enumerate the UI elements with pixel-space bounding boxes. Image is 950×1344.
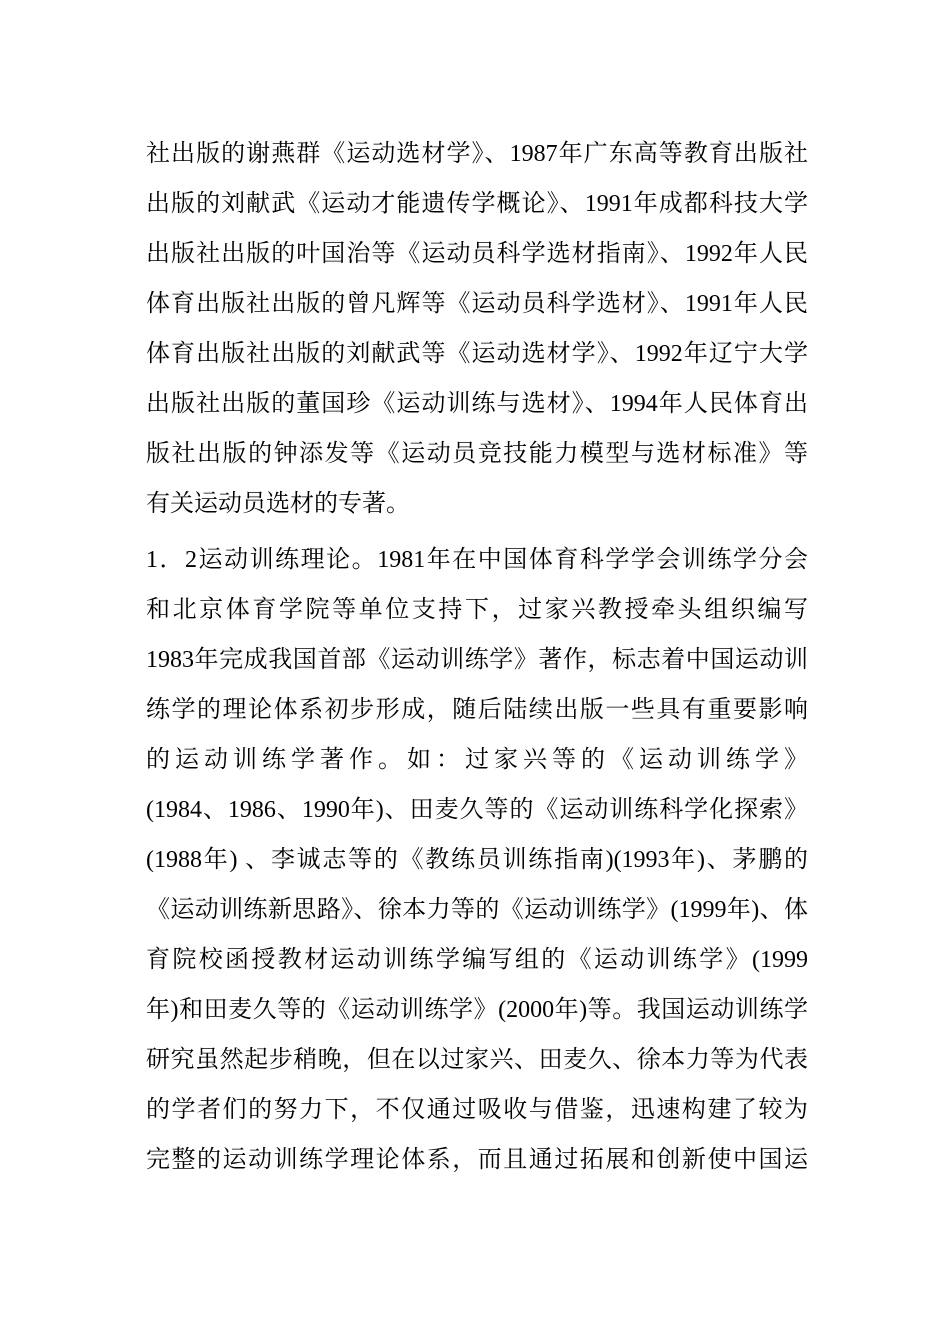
text-line: 练学的理论体系初步形成，随后陆续出版一些具有重要影响	[146, 697, 808, 723]
text-line: 的运动训练学著作。如：过家兴等的《运动训练学》	[146, 747, 808, 773]
text-line: (1984、1986、1990年)、田麦久等的《运动训练科学化探索》	[146, 797, 808, 823]
text-line: 完整的运动训练学理论体系，而且通过拓展和创新使中国运	[146, 1147, 808, 1173]
text-line: 《运动训练新思路》、徐本力等的《运动训练学》(1999年)、体	[146, 897, 808, 923]
text-line: 育院校函授教材运动训练学编写组的《运动训练学》(1999	[146, 947, 808, 973]
text-line: (1988年) 、李诚志等的《教练员训练指南)(1993年)、茅鹏的	[146, 847, 808, 873]
text-line: 出版社出版的董国珍《运动训练与选材》、1994年人民体育出	[146, 391, 808, 417]
text-line: 体育出版社出版的刘献武等《运动选材学》、1992年辽宁大学	[146, 341, 808, 367]
text-line: 的学者们的努力下，不仅通过吸收与借鉴，迅速构建了较为	[146, 1097, 808, 1123]
text-line: 和北京体育学院等单位支持下，过家兴教授牵头组织编写	[146, 597, 808, 623]
text-line: 体育出版社出版的曾凡辉等《运动员科学选材》、1991年人民	[146, 291, 808, 317]
text-line: 研究虽然起步稍晚，但在以过家兴、田麦久、徐本力等为代表	[146, 1047, 808, 1073]
text-line: 1．2运动训练理论。1981年在中国体育科学学会训练学分会	[146, 547, 808, 573]
text-line: 有关运动员选材的专著。	[146, 491, 410, 517]
text-line: 社出版的谢燕群《运动选材学》、1987年广东高等教育出版社	[146, 141, 808, 167]
text-line: 1983年完成我国首部《运动训练学》著作，标志着中国运动训	[146, 647, 808, 673]
text-line: 出版社出版的叶国治等《运动员科学选材指南》、1992年人民	[146, 241, 808, 267]
text-line: 年)和田麦久等的《运动训练学》(2000年)等。我国运动训练学	[146, 997, 808, 1023]
text-line: 版社出版的钟添发等《运动员竞技能力模型与选材标准》等	[146, 441, 808, 467]
text-line: 出版的刘献武《运动才能遗传学概论》、1991年成都科技大学	[146, 191, 808, 217]
